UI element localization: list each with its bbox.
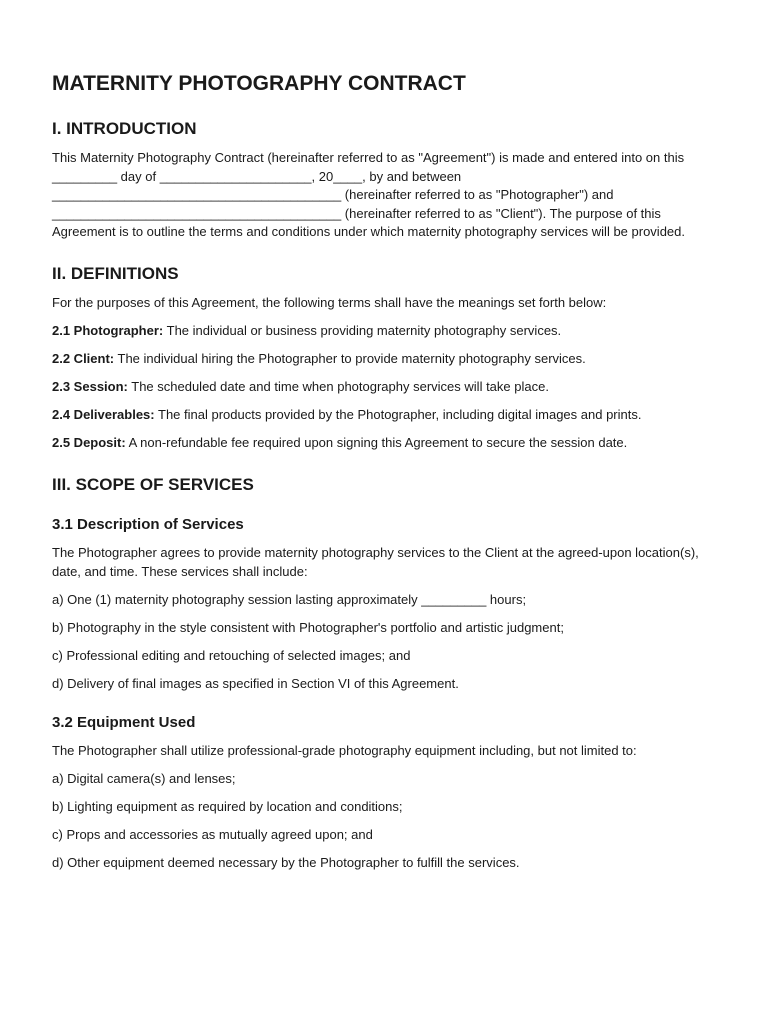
definition-term: 2.5 Deposit: [52,435,126,451]
definition-term: 2.4 Deliverables: [52,407,155,423]
definition-text: The individual hiring the Photographer to provide maternity photography services. [114,351,586,367]
definitions-lead: For the purposes of this Agreement, the following terms shall have the meanings set forth below: [52,295,607,311]
equipment-lead: The Photographer shall utilize professional-grade photography equipment including, but not limited to: [52,742,637,758]
equipment-list-item: c) Props and accessories as mutually agreed upon; and [52,826,373,842]
subsection-heading-equipment: 3.2 Equipment Used [52,713,196,731]
definition-item [52,406,724,425]
equipment-list-item: a) Digital camera(s) and lenses; [52,770,236,786]
service-list-item: d) Delivery of final images as specified in Section VI of this Agreement. [52,675,459,691]
definition-term: 2.3 Session: [52,379,128,395]
subsection-heading-description: 3.1 Description of Services [52,516,244,534]
definition-item [52,350,724,369]
introduction-paragraph: This Maternity Photography Contract (hereinafter referred to as "Agreement") is made and entered into on this _________ day of _____________________, 20____, by and between ________________________________________ (hereinafter referred to as "Photographer") and ________________________________________ (hereinafter referred to as "Client"). The purpose of this Agreement is to outline the terms and conditions under which maternity photography services will be provided. [52,150,686,240]
contract-page [52,70,724,882]
definition-item [52,434,724,453]
definition-text: The final products provided by the Photographer, including digital images and prints. [154,407,642,423]
definition-text: The scheduled date and time when photography services will take place. [127,379,549,395]
service-list-item: b) Photography in the style consistent with Photographer's portfolio and artistic judgment; [52,619,564,635]
section-heading-scope: III. SCOPE OF SERVICES [52,475,254,495]
definition-term: 2.2 Client: [52,351,115,367]
description-lead: The Photographer agrees to provide maternity photography services to the Client at the agreed-upon location(s), date, and time. These services shall include: [52,545,699,579]
section-heading-introduction: I. INTRODUCTION [52,119,197,138]
section-heading-definitions: II. DEFINITIONS [52,264,179,284]
equipment-list-item: d) Other equipment deemed necessary by the Photographer to fulfill the services. [52,854,520,870]
service-list-item: c) Professional editing and retouching of selected images; and [52,647,411,663]
definition-text: A non-refundable fee required upon signing this Agreement to secure the session date. [125,435,628,451]
definition-item [52,378,724,397]
document-title: MATERNITY PHOTOGRAPHY CONTRACT [52,72,466,95]
definition-item [52,322,724,341]
definition-term: 2.1 Photographer: [52,323,164,339]
service-list-item: a) One (1) maternity photography session lasting approximately _________ hours; [52,591,527,607]
definition-text: The individual or business providing maternity photography services. [163,323,562,339]
equipment-list-item: b) Lighting equipment as required by location and conditions; [52,798,403,814]
